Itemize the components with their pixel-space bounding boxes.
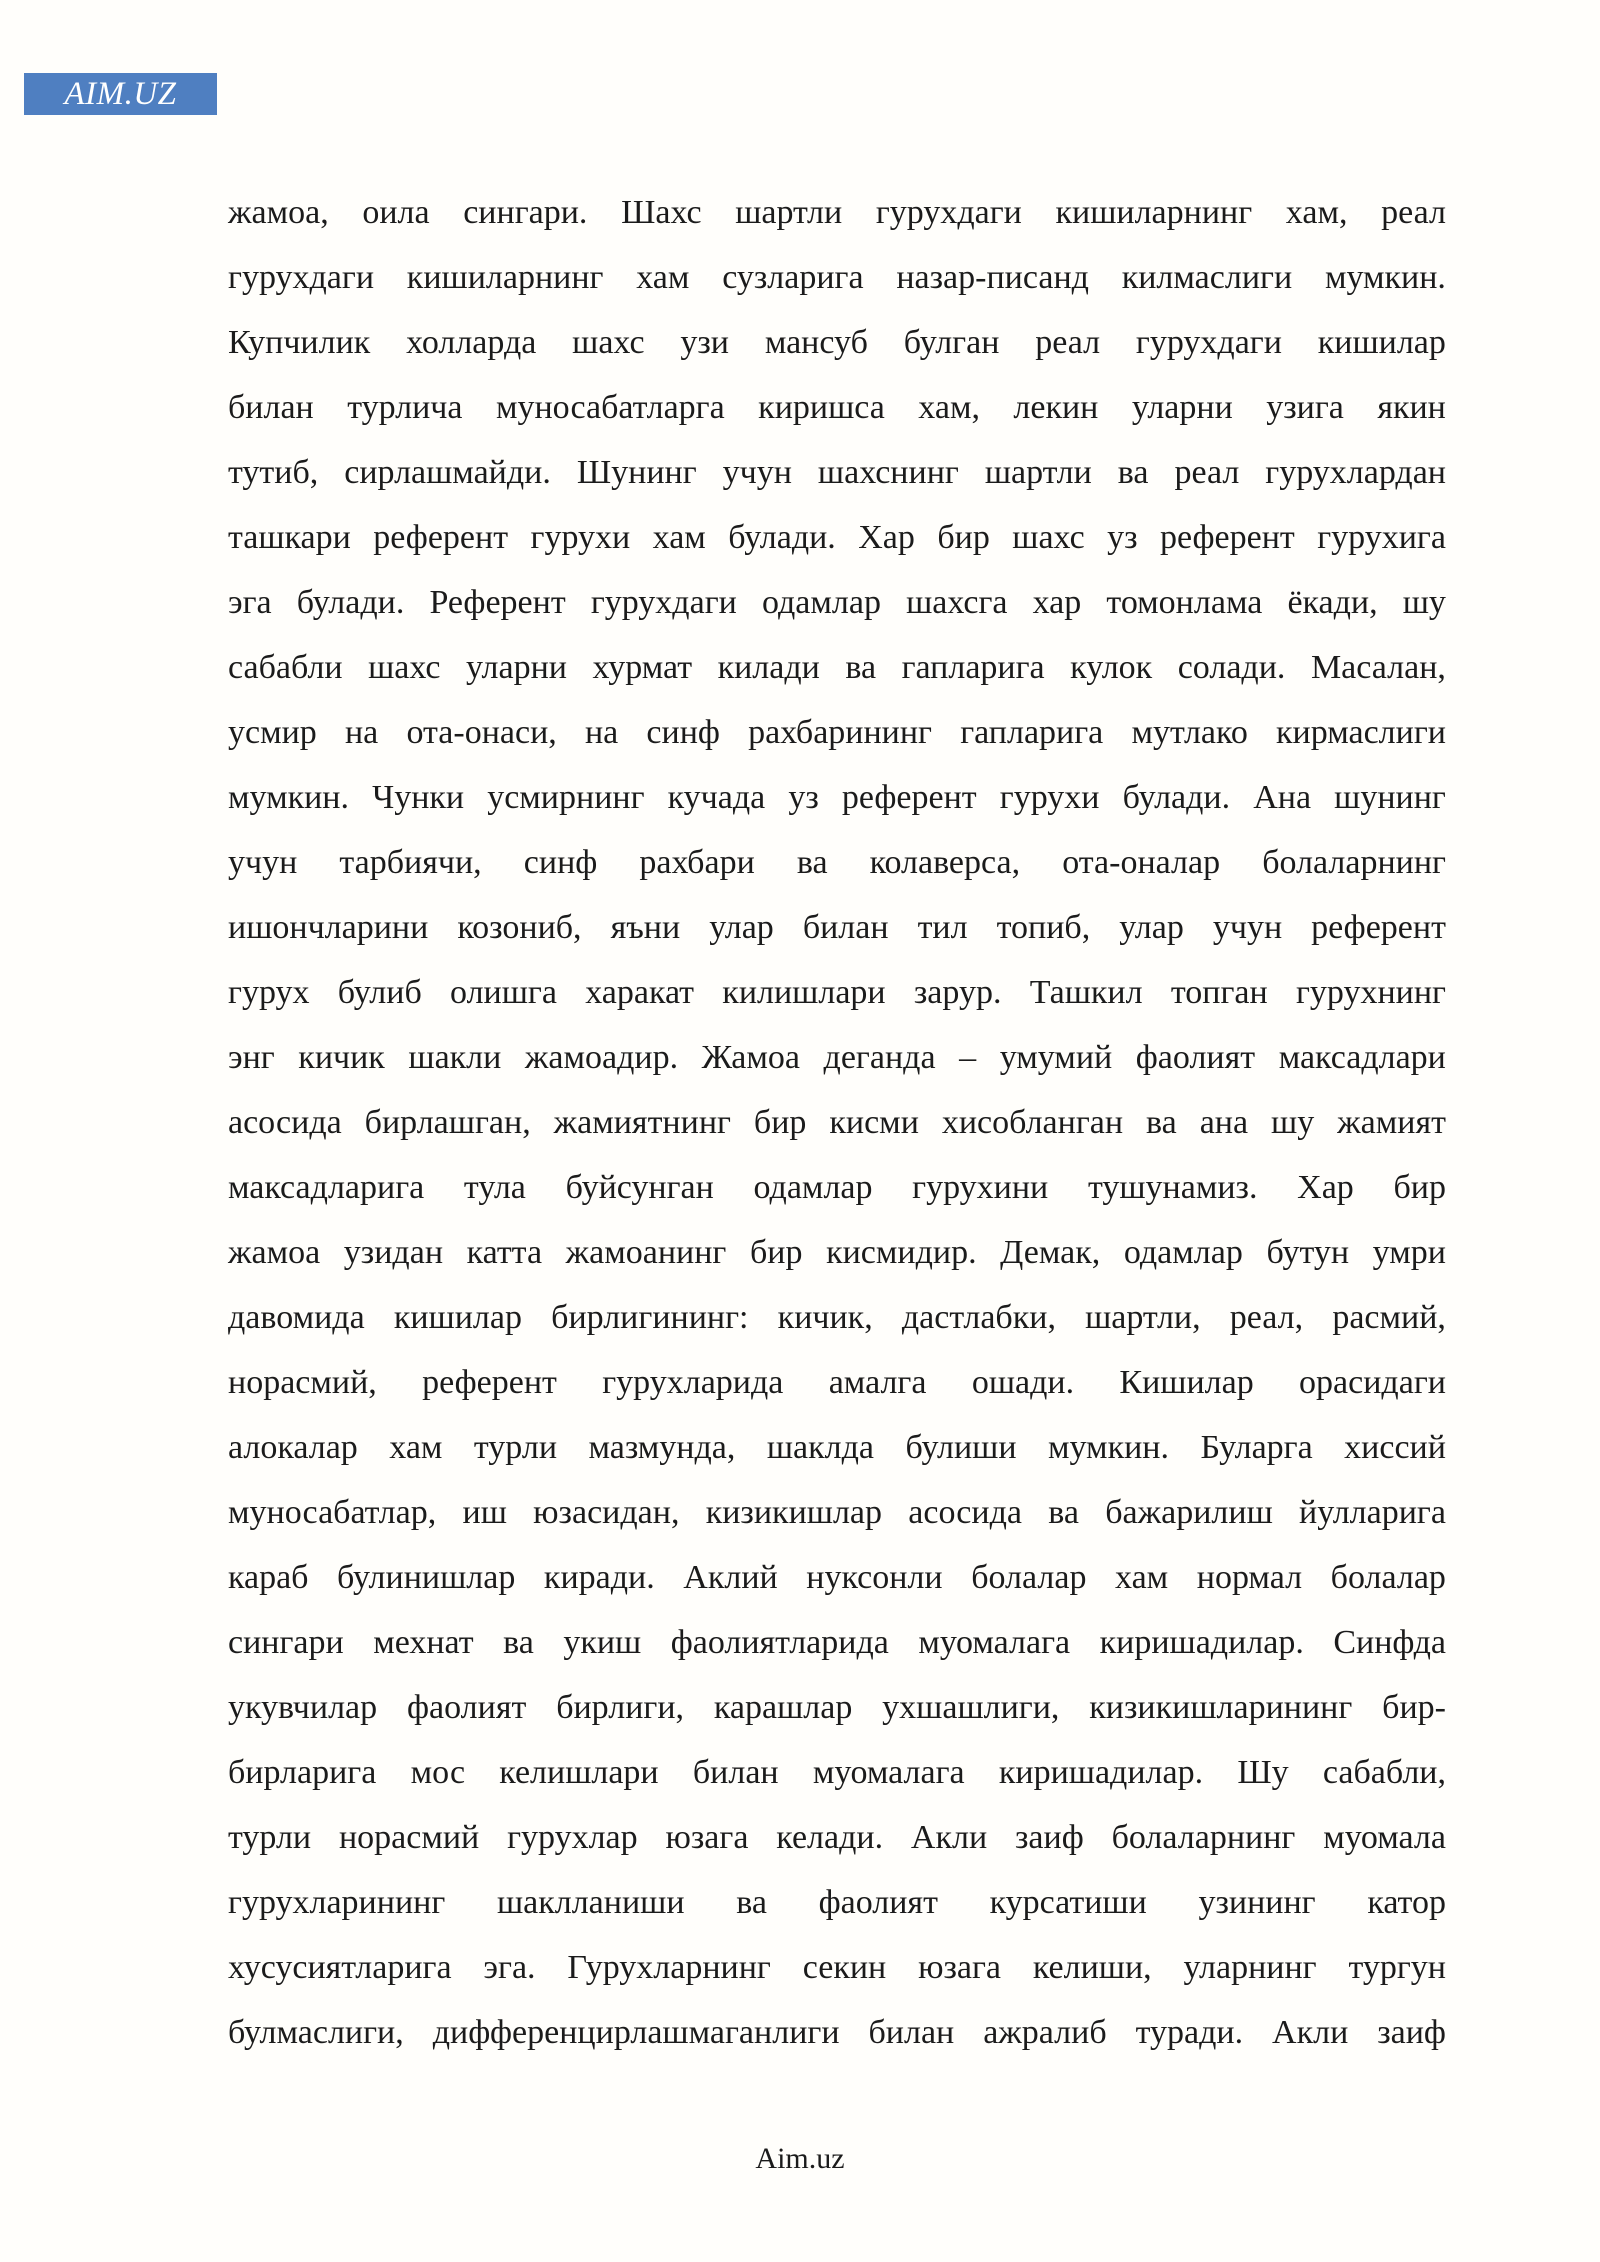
text-line: энг кичик шакли жамоадир. Жамоа деганда – умумий фаолият максадлари <box>228 1039 1446 1076</box>
text-line: укувчилар фаолият бирлиги, карашлар ухшашлиги, кизикишларининг бир- <box>228 1689 1446 1726</box>
text-line: алокалар хам турли мазмунда, шаклда булиши мумкин. Буларга хиссий <box>228 1429 1446 1466</box>
logo-text: AIM.UZ <box>64 75 177 112</box>
logo-badge <box>24 73 217 115</box>
text-line: гурухларининг шаклланиши ва фаолият курсатиши узининг катор <box>228 1884 1446 1921</box>
text-line: жамоа узидан катта жамоанинг бир кисмидир. Демак, одамлар бутун умри <box>228 1234 1446 1271</box>
text-line: учун тарбиячи, синф рахбари ва колаверса, ота-оналар болаларнинг <box>228 844 1446 881</box>
text-line: билан турлича муносабатларга киришса хам, лекин уларни узига якин <box>228 389 1446 426</box>
text-line: караб булинишлар киради. Аклий нуксонли болалар хам нормал болалар <box>228 1559 1446 1596</box>
text-line: сингари мехнат ва укиш фаолиятларида муомалага киришадилар. Синфда <box>228 1624 1446 1661</box>
text-line: мумкин. Чунки усмирнинг кучада уз референт гурухи булади. Ана шунинг <box>228 779 1446 816</box>
text-line: турли норасмий гурухлар юзага келади. Акли заиф болаларнинг муомала <box>228 1819 1446 1856</box>
page-footer: Aim.uz <box>755 2142 845 2175</box>
text-line: гурух булиб олишга харакат килишлари зарур. Ташкил топган гурухнинг <box>228 974 1446 1011</box>
text-line: максадларига тула буйсунган одамлар гурухини тушунамиз. Хар бир <box>228 1169 1446 1206</box>
text-line: жамоа, оила сингари. Шахс шартли гурухдаги кишиларнинг хам, реал <box>228 194 1446 231</box>
text-line: бирларига мос келишлари билан муомалага киришадилар. Шу сабабли, <box>228 1754 1446 1791</box>
text-line: муносабатлар, иш юзасидан, кизикишлар асосида ва бажарилиш йулларига <box>228 1494 1446 1531</box>
text-line: Купчилик холларда шахс узи мансуб булган реал гурухдаги кишилар <box>228 324 1446 361</box>
text-line: асосида бирлашган, жамиятнинг бир кисми хисобланган ва ана шу жамият <box>228 1104 1446 1141</box>
text-line: ташкари референт гурухи хам булади. Хар бир шахс уз референт гурухига <box>228 519 1446 556</box>
text-line: булмаслиги, дифференцирлашмаганлиги билан ажралиб туради. Акли заиф <box>228 2014 1446 2051</box>
text-line: хусусиятларига эга. Гурухларнинг секин юзага келиши, уларнинг тургун <box>228 1949 1446 1986</box>
text-line: гурухдаги кишиларнинг хам сузларига назар-писанд килмаслиги мумкин. <box>228 259 1446 296</box>
body-paragraph <box>228 180 1446 2065</box>
text-line: усмир на ота-онаси, на синф рахбарининг гапларига мутлако кирмаслиги <box>228 714 1446 751</box>
text-line: эга булади. Референт гурухдаги одамлар шахсга хар томонлама ёкади, шу <box>228 584 1446 621</box>
text-line: ишончларини козониб, яъни улар билан тил топиб, улар учун референт <box>228 909 1446 946</box>
text-line: сабабли шахс уларни хурмат килади ва гапларига кулок солади. Масалан, <box>228 649 1446 686</box>
text-line: тутиб, сирлашмайди. Шунинг учун шахснинг шартли ва реал гурухлардан <box>228 454 1446 491</box>
text-line: норасмий, референт гурухларида амалга ошади. Кишилар орасидаги <box>228 1364 1446 1401</box>
text-line: давомида кишилар бирлигининг: кичик, дастлабки, шартли, реал, расмий, <box>228 1299 1446 1336</box>
